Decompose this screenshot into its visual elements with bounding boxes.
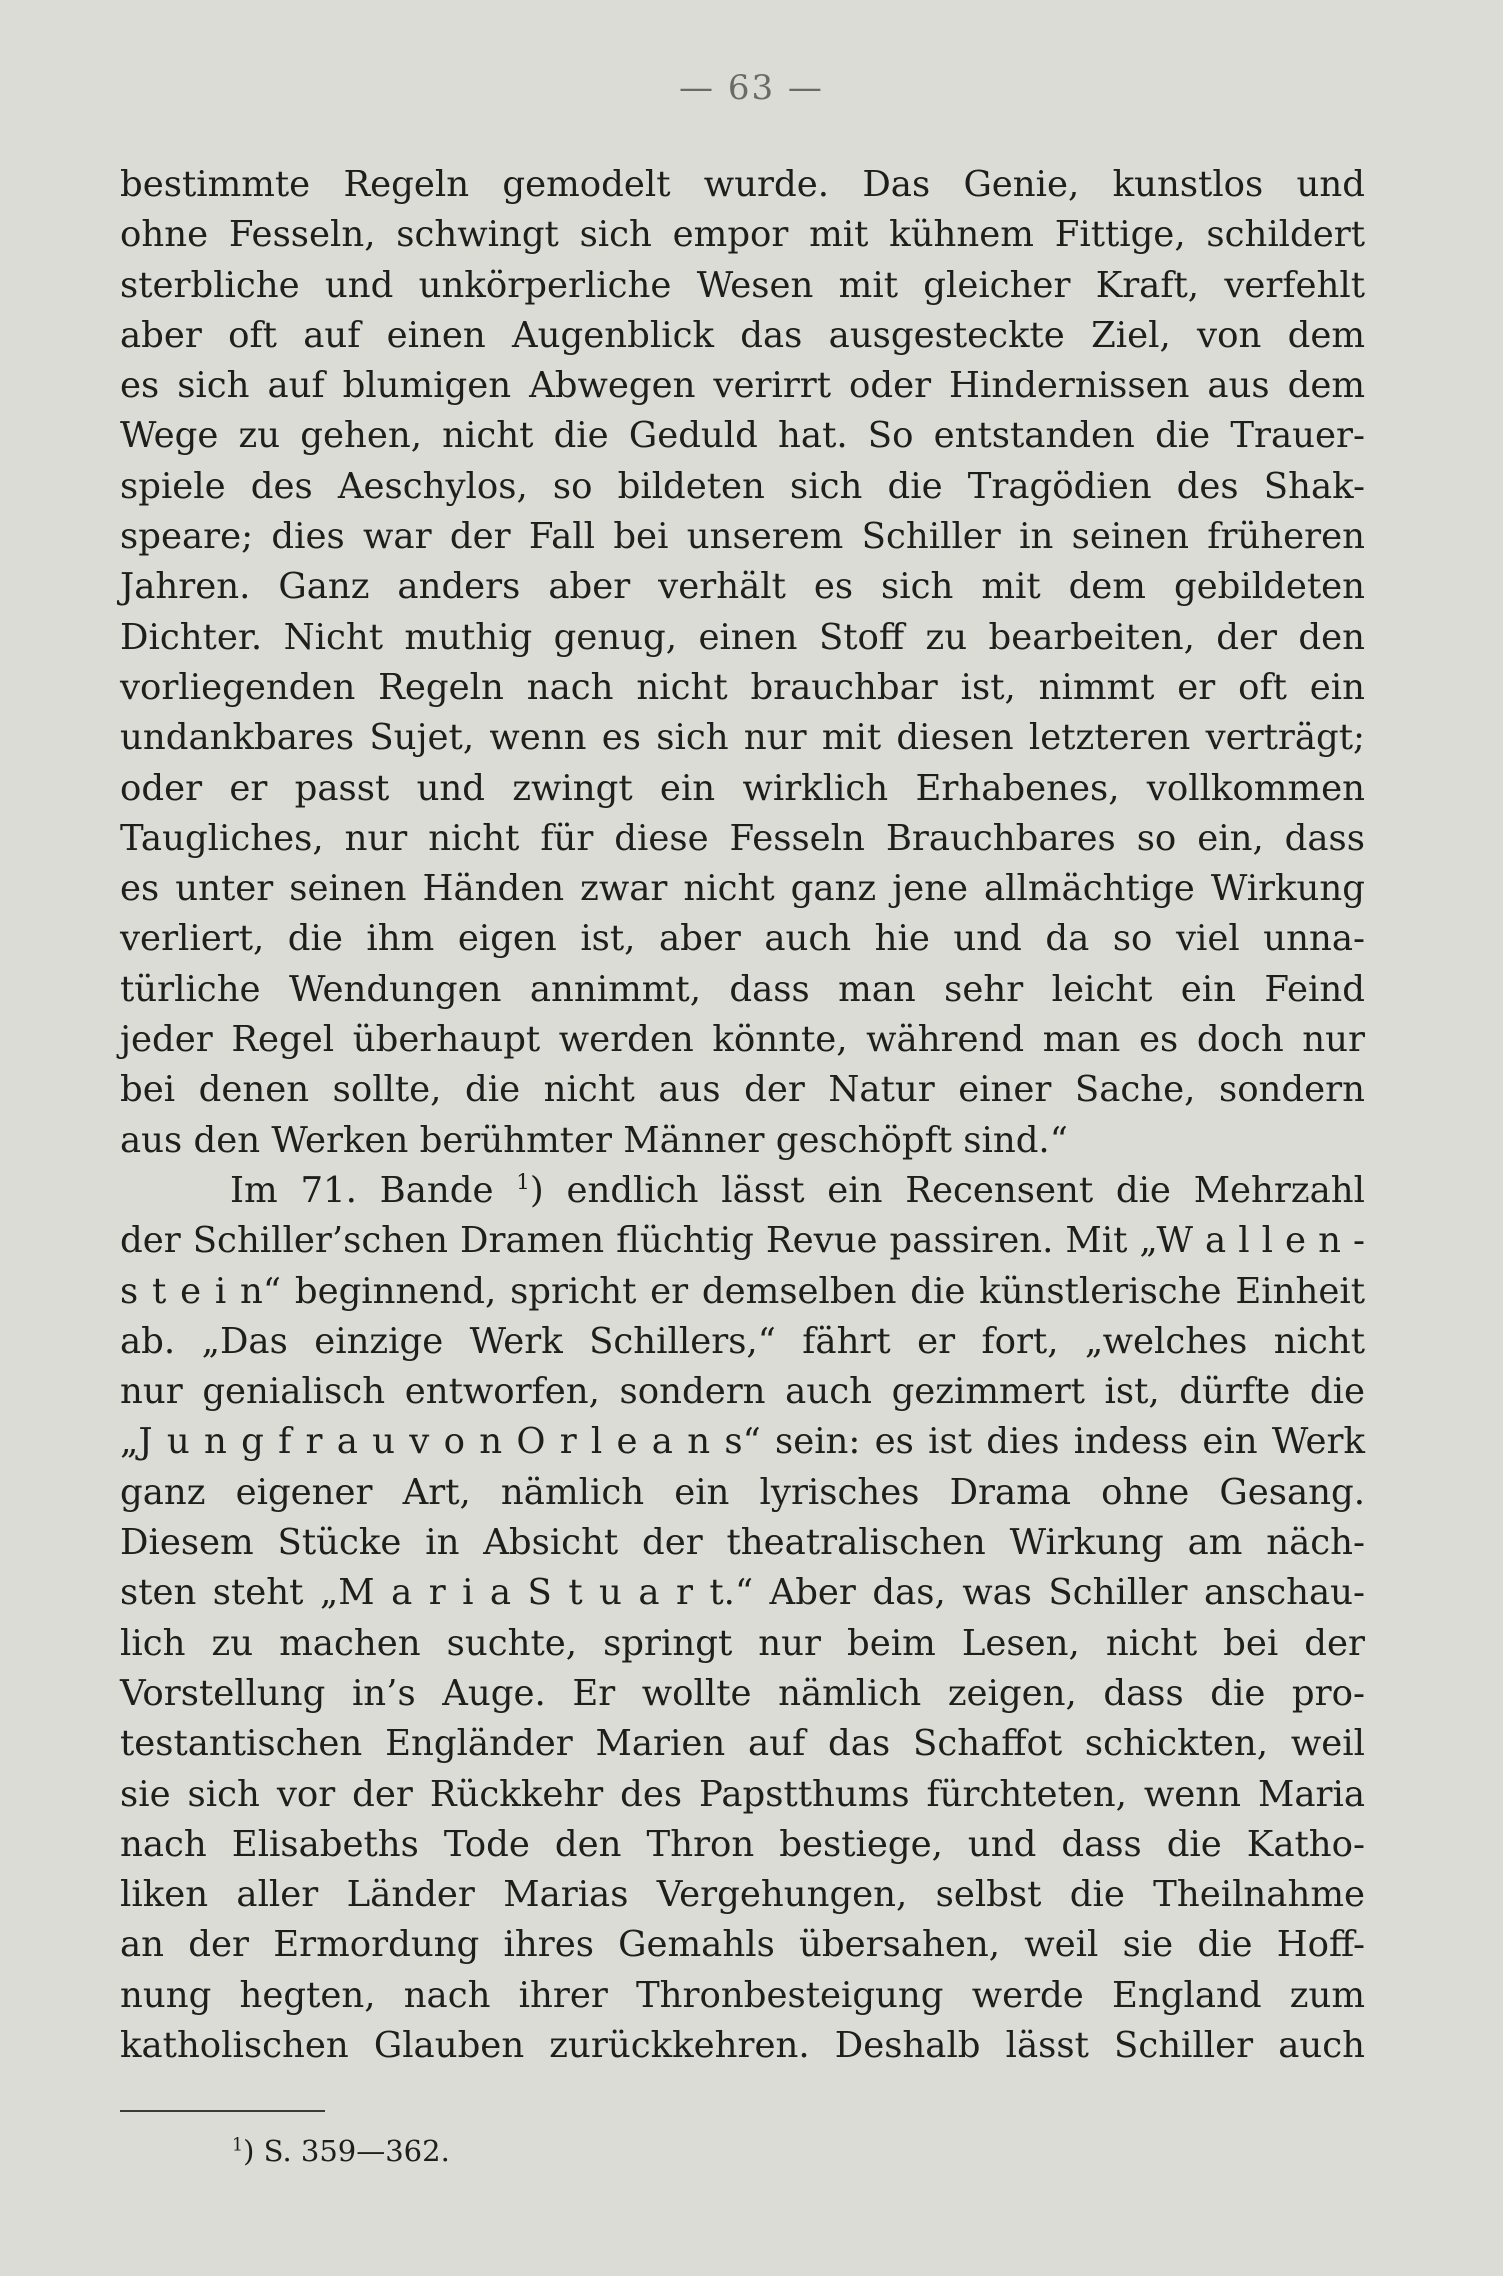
text-line: speare; dies war der Fall bei unserem Schiller in seinen früheren	[120, 516, 1365, 558]
text-line: bestimmte Regeln gemodelt wurde. Das Genie, kunstlos und	[120, 164, 1365, 205]
text-line: Wege zu gehen, nicht die Geduld hat. So entstanden die Trauer-	[120, 415, 1365, 457]
text-fragment: Im 71. Bande	[230, 1169, 517, 1211]
footnote-marker: 1	[232, 2135, 244, 2156]
text-line: Jahren. Ganz anders aber verhält es sich mit dem gebildeten	[120, 566, 1365, 608]
text-line: Vorstellung in’s Auge. Er wollte nämlich zeigen, dass die pro-	[120, 1672, 1365, 1714]
footnote-divider	[120, 2110, 325, 2112]
page-number: — 63 —	[679, 68, 824, 108]
footnote-text: ) S. 359—362.	[243, 2134, 450, 2168]
paragraph-start-line	[120, 1166, 1365, 1216]
text-line: liken aller Länder Marias Vergehungen, selbst die Theilnahme	[120, 1874, 1365, 1916]
text-line: sie sich vor der Rückkehr des Papstthums fürchteten, wenn Maria	[120, 1773, 1365, 1815]
footnote-reference: 1	[516, 1170, 530, 1196]
text-line: es sich auf blumigen Abwegen verirrt oder Hindernissen aus dem	[120, 365, 1365, 407]
text-line: spiele des Aeschylos, so bildeten sich die Tragödien des Shak-	[120, 465, 1365, 507]
text-line: nach Elisabeths Tode den Thron bestiege, und dass die Katho-	[120, 1823, 1365, 1865]
text-line: sten steht „M a r i a S t u a r t.“ Aber das, was Schiller anschau-	[120, 1572, 1365, 1614]
text-line: aus den Werken berühmter Männer geschöpft sind.“	[120, 1119, 1068, 1161]
text-line: Dichter. Nicht muthig genug, einen Stoff zu bearbeiten, der den	[120, 616, 1365, 658]
text-line: Diesem Stücke in Absicht der theatralischen Wirkung am näch-	[120, 1522, 1365, 1564]
text-line: ab. „Das einzige Werk Schillers,“ fährt er fort, „welches nicht	[120, 1320, 1365, 1362]
text-line: s t e i n“ beginnend, spricht er demselben die künstlerische Einheit	[120, 1270, 1365, 1312]
text-line: sterbliche und unkörperliche Wesen mit gleicher Kraft, verfehlt	[120, 264, 1365, 306]
text-line: verliert, die ihm eigen ist, aber auch hie und da so viel unna-	[120, 918, 1365, 960]
text-line: ohne Fesseln, schwingt sich empor mit kühnem Fittige, schildert	[120, 214, 1365, 256]
text-line: Taugliches, nur nicht für diese Fesseln Brauchbares so ein, dass	[120, 817, 1365, 859]
text-line: lich zu machen suchte, springt nur beim Lesen, nicht bei der	[120, 1622, 1365, 1664]
text-line: jeder Regel überhaupt werden könnte, während man es doch nur	[120, 1019, 1365, 1061]
text-line: katholischen Glauben zurückkehren. Deshalb lässt Schiller auch	[120, 2024, 1365, 2066]
text-line: nur genialisch entworfen, sondern auch gezimmert ist, dürfte die	[120, 1371, 1365, 1413]
footnote	[232, 2133, 450, 2169]
text-line: oder er passt und zwingt ein wirklich Erhabenes, vollkommen	[120, 767, 1365, 809]
text-line: ganz eigener Art, nämlich ein lyrisches Drama ohne Gesang.	[120, 1471, 1365, 1513]
text-line: testantischen Engländer Marien auf das Schaffot schickten, weil	[120, 1723, 1365, 1765]
text-line: an der Ermordung ihres Gemahls übersahen, weil sie die Hoff-	[120, 1924, 1365, 1966]
text-line: der Schiller’schen Dramen flüchtig Revue passiren. Mit „W a l l e n -	[120, 1220, 1365, 1262]
text-fragment: ) endlich lässt ein Recensent die Mehrzahl	[529, 1169, 1365, 1211]
text-line: undankbares Sujet, wenn es sich nur mit diesen letzteren verträgt;	[120, 717, 1365, 759]
text-line: nung hegten, nach ihrer Thronbesteigung werde England zum	[120, 1974, 1365, 2016]
text-line: bei denen sollte, die nicht aus der Natur einer Sache, sondern	[120, 1069, 1365, 1111]
text-line: türliche Wendungen annimmt, dass man sehr leicht ein Feind	[120, 968, 1365, 1010]
text-line: „J u n g f r a u v o n O r l e a n s“ sein: es ist dies indess ein Werk	[120, 1421, 1365, 1463]
text-line: vorliegenden Regeln nach nicht brauchbar ist, nimmt er oft ein	[120, 666, 1365, 708]
text-line: aber oft auf einen Augenblick das ausgesteckte Ziel, von dem	[120, 314, 1365, 356]
main-text	[120, 160, 1365, 2071]
text-line: es unter seinen Händen zwar nicht ganz jene allmächtige Wirkung	[120, 868, 1365, 910]
